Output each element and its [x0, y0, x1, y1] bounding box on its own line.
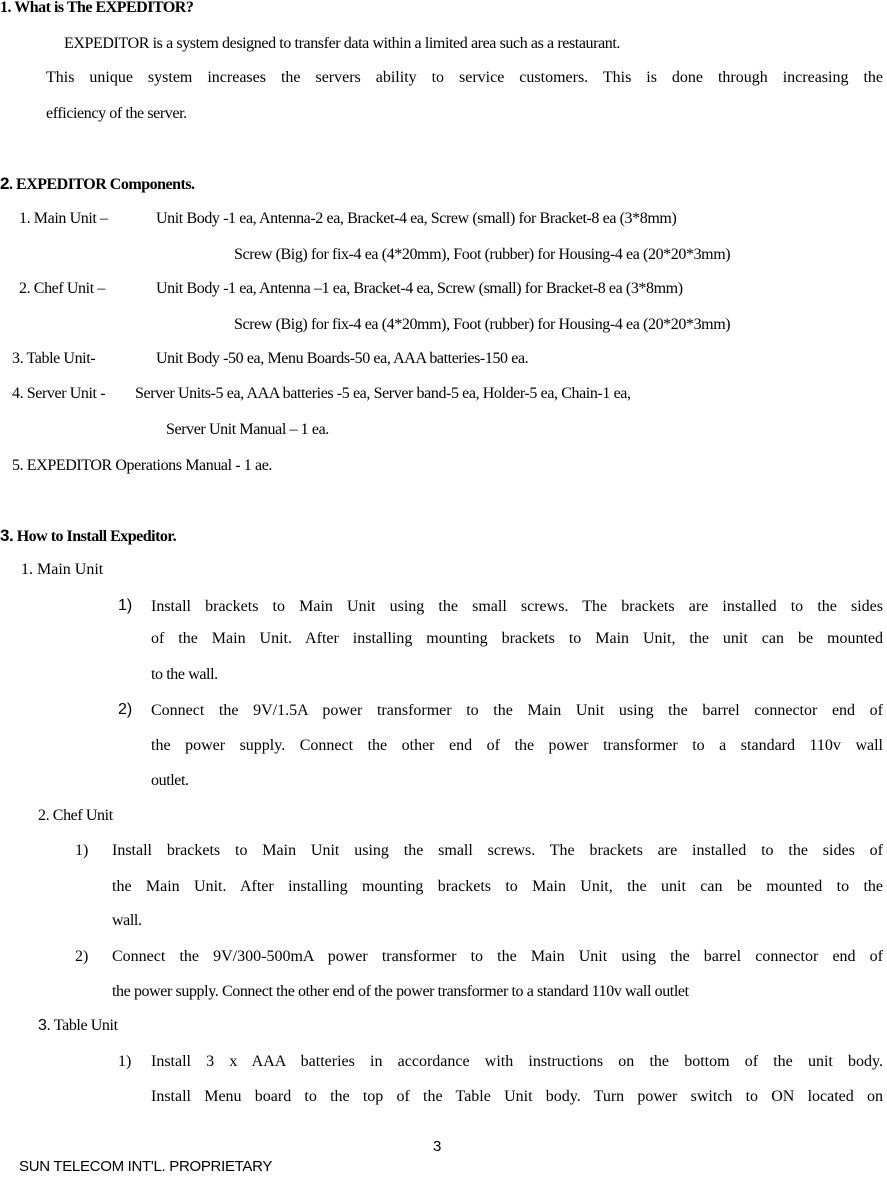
main-step-1-number: 1)	[118, 597, 133, 614]
main-step-2-line-1: Connect the 9V/1.5A power transformer to the Main Unit using the barrel connector end of	[151, 702, 883, 719]
section-2-heading-number: 2	[0, 174, 9, 193]
operations-manual-line: 5. EXPEDITOR Operations Manual - 1 ae.	[12, 457, 273, 474]
section-1-heading: 1. What is The EXPEDITOR?	[0, 0, 194, 16]
server-unit-label: 4. Server Unit -	[12, 385, 106, 402]
table-unit-components: Unit Body -50 ea, Menu Boards-50 ea, AAA batteries-150 ea.	[156, 350, 529, 367]
section-1-line-1: EXPEDITOR is a system designed to transfer data within a limited area such as a restaurant.	[64, 35, 621, 52]
table-step-1-number: 1)	[118, 1053, 132, 1070]
section-1-line-3: efficiency of the server.	[46, 105, 187, 122]
table-step-1-line-1: Install 3 x AAA batteries in accordance with instructions on the bottom of the unit body.	[151, 1053, 883, 1070]
main-step-1-line-2: of the Main Unit. After installing mounting brackets to Main Unit, the unit can be mounted	[151, 630, 883, 647]
chef-unit-components-1: Unit Body -1 ea, Antenna –1 ea, Bracket-4 ea, Screw (small) for Bracket-8 ea (3*8mm)	[156, 280, 683, 297]
main-unit-components-1: Unit Body -1 ea, Antenna-2 ea, Bracket-4 ea, Screw (small) for Bracket-8 ea (3*8mm)	[156, 210, 677, 227]
main-step-1-line-1: Install brackets to Main Unit using the small screws. The brackets are installed to the sides	[151, 598, 883, 615]
chef-unit-label: 2. Chef Unit –	[19, 280, 105, 297]
section-2-heading-text: . EXPEDITOR Components.	[8, 176, 195, 193]
server-unit-components-1: Server Units-5 ea, AAA batteries -5 ea, Server band-5 ea, Holder-5 ea, Chain-1 ea,	[135, 385, 631, 402]
table-step-1-line-2: Install Menu board to the top of the Table Unit body. Turn power switch to ON located on	[151, 1088, 883, 1105]
main-step-2-number: 2)	[118, 701, 133, 718]
table-unit-subheading	[38, 1018, 118, 1034]
chef-unit-components-2: Screw (Big) for fix-4 ea (4*20mm), Foot (rubber) for Housing-4 ea (20*20*3mm)	[234, 316, 731, 333]
server-unit-components-2: Server Unit Manual – 1 ea.	[166, 421, 329, 438]
proprietary-notice: SUN TELECOM INT'L. PROPRIETARY	[19, 1158, 273, 1175]
main-step-2-line-2: the power supply. Connect the other end of the power transformer to a standard 110v wall	[151, 737, 883, 754]
main-step-2-line-3: outlet.	[151, 772, 189, 789]
main-step-1-line-3: to the wall.	[151, 666, 218, 683]
section-1-line-2: This unique system increases the servers ability to service customers. This is done through increasing the	[46, 69, 883, 86]
main-unit-label: 1. Main Unit –	[19, 210, 108, 227]
chef-step-1-line-2: the Main Unit. After installing mounting brackets to Main Unit, the unit can be mounted to the	[112, 878, 883, 895]
section-3-heading	[0, 527, 176, 545]
chef-step-2-line-1: Connect the 9V/300-500mA power transformer to the Main Unit using the barrel connector end of	[112, 948, 883, 965]
chef-step-1-line-1: Install brackets to Main Unit using the small screws. The brackets are installed to the sides of	[112, 842, 883, 859]
section-2-heading	[0, 175, 195, 193]
section-3-heading-text: How to Install Expeditor.	[13, 528, 177, 545]
table-unit-label: 3. Table Unit-	[12, 350, 96, 367]
chef-unit-subheading: 2. Chef Unit	[38, 807, 113, 824]
table-unit-subheading-text: Table Unit	[50, 1017, 118, 1034]
page-number: 3	[433, 1138, 442, 1155]
chef-step-1-line-3: wall.	[112, 912, 142, 929]
main-unit-components-2: Screw (Big) for fix-4 ea (4*20mm), Foot (rubber) for Housing-4 ea (20*20*3mm)	[234, 246, 731, 263]
chef-step-2-line-2: the power supply. Connect the other end of the power transformer to a standard 110v wall outlet	[112, 983, 689, 1000]
section-3-heading-number: 3.	[0, 526, 14, 545]
chef-step-2-number: 2)	[75, 948, 89, 965]
table-unit-subheading-number: 3.	[38, 1017, 51, 1034]
chef-step-1-number: 1)	[75, 842, 89, 859]
main-unit-subheading: 1. Main Unit	[21, 561, 104, 578]
